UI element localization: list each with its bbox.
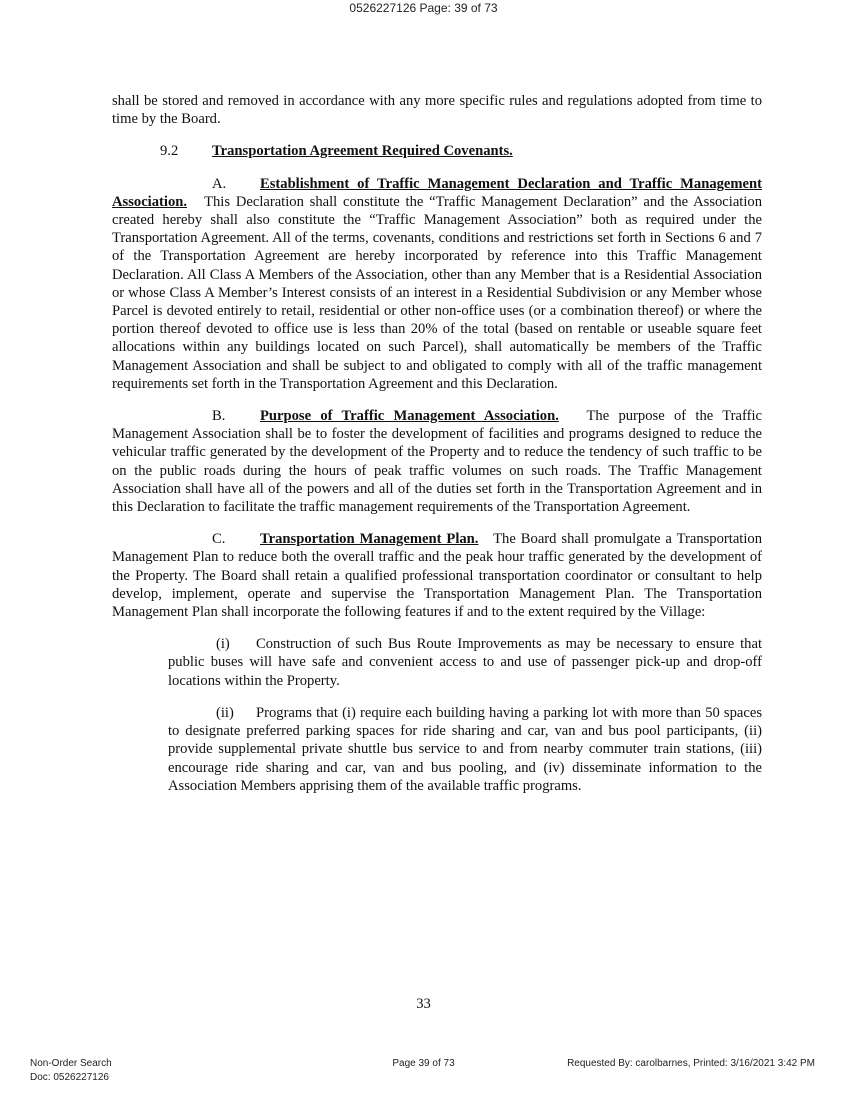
item-ii-text: Programs that (i) require each building having a parking lot with more than 50 spaces to designate preferred parking spaces for ride sharing and car, van and bus pool participants, (ii) provide supplemental private shuttle bus service to and from nearby commuter train stations, (iii) encourage ride sharing and car, van and bus pooling, and (iv) disseminate information to the Association Members apprising them of the available traffic programs. (168, 704, 762, 794)
paragraph-c (112, 530, 762, 621)
footer-search-type: Non-Order Search (30, 1058, 112, 1069)
paragraph-b-text: The purpose of the Traffic Management Association shall be to foster the development of facilities and programs designed to reduce the vehicular traffic generated by the development of the Property and to reduce the tendency of such traffic to be on the public roads during the hours of peak traffic volumes on such roads. The Traffic Management Association shall have all of the powers and all of the duties set forth in the Transportation Agreement and in this Declaration to facilitate the traffic management requirements of the Transportation Agreement. (112, 408, 762, 516)
carryover-paragraph: shall be stored and removed in accordance with any more specific rules and regulations adopted from time to time by the Board. (112, 93, 762, 128)
header-stamp: 0526227126 Page: 39 of 73 (349, 1, 498, 15)
paragraph-c-heading: Transportation Management Plan. (260, 531, 479, 548)
document-body (112, 92, 762, 795)
item-i-text: Construction of such Bus Route Improvements as may be necessary to ensure that public buses will have safe and convenient access to and use of passenger pick-up and drop-off locations within the Property. (168, 636, 762, 689)
footer-page-count: Page 39 of 73 (392, 1058, 455, 1069)
paragraph-b (112, 407, 762, 516)
paragraph-c-label: C. (212, 531, 226, 548)
page-number: 33 (416, 996, 431, 1012)
footer-requested-by: Requested By: carolbarnes, Printed: 3/16/2021 3:42 PM (567, 1058, 815, 1069)
item-ii-label: (ii) (216, 704, 234, 721)
paragraph-b-label: B. (212, 408, 226, 425)
paragraph-a-label: A. (212, 175, 227, 192)
item-i (168, 635, 762, 690)
section-heading (112, 142, 762, 160)
paragraph-a-heading: Establishment of Traffic Management Declaration and Traffic Management Association. (112, 175, 762, 210)
section-title: Transportation Agreement Required Covenants. (212, 143, 513, 160)
item-ii (168, 704, 762, 795)
footer-doc-id: Doc: 0526227126 (30, 1072, 109, 1083)
paragraph-a (112, 175, 762, 393)
paragraph-b-heading: Purpose of Traffic Management Association. (260, 408, 559, 425)
section-number: 9.2 (160, 143, 179, 160)
item-i-label: (i) (216, 636, 230, 653)
paragraph-a-text: This Declaration shall constitute the “Traffic Management Declaration” and the Association created hereby shall also constitute the “Traffic Management Association” both as required under the Transportation Agreement. All of the terms, covenants, conditions and restrictions set forth in Sections 6 and 7 of the Transportation Agreement are hereby incorporated by reference into this Traffic Management Declaration. All Class A Members of the Association, other than any Member that is a Residential Association or whose Class A Member’s Interest consists of an interest in a Residential Subdivision or any Member whose Parcel is devoted entirely to retail, residential or other non-office uses (or a combination thereof) or where the portion thereof devoted to office use is less than 20% of the total (based on rentable or useable square feet allocations within any buildings located on such Parcel), shall automatically be members of the Traffic Management Association and shall be subject to and obligated to comply with all of the traffic management requirements set forth in the Transportation Agreement and this Declaration. (112, 193, 763, 392)
paragraph-c-text: The Board shall promulgate a Transportation Management Plan to reduce both the overall traffic and the peak hour traffic generated by the development of the Property. The Board shall retain a qualified professional transportation coordinator or consultant to help develop, implement, operate and supervise the Transportation Management Plan. The Transportation Management Plan shall incorporate the following features if and to the extent required by the Village: (112, 531, 762, 621)
